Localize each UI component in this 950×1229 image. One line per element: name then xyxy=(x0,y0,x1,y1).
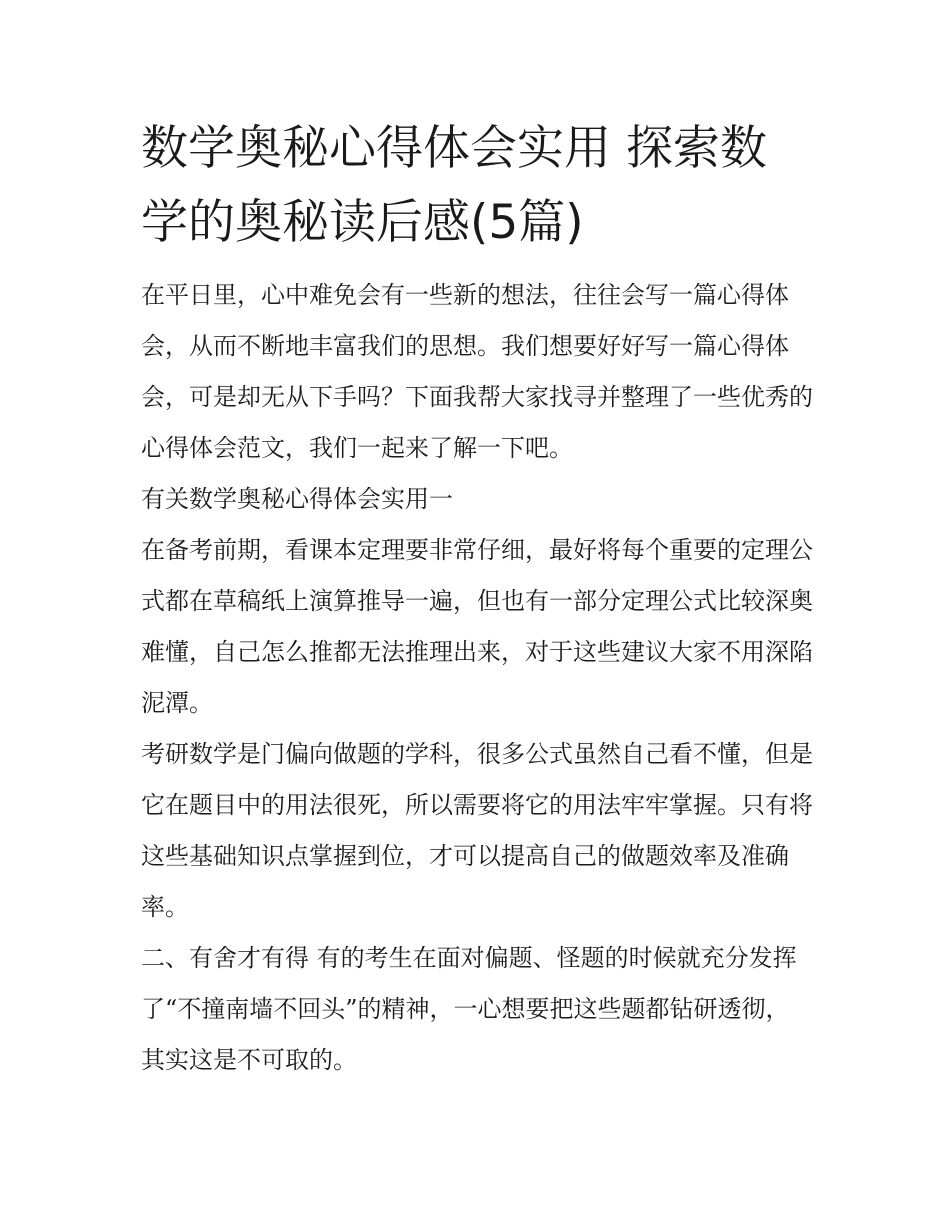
document-page xyxy=(141,112,813,1086)
body-paragraph: 在备考前期，看课本定理要非常仔细，最好将每个重要的定理公式都在草稿纸上演算推导一遍，但也有一部分定理公式比较深奥难懂，自己怎么推都无法推理出来，对于这些建议大家不用深陷泥潭。 xyxy=(141,536,813,717)
document-title: 数学奥秘心得体会实用 探索数学的奥秘读后感(5篇) xyxy=(141,121,767,250)
section-heading: 有关数学奥秘心得体会实用一 xyxy=(141,485,453,513)
body-paragraph: 二、有舍才有得 有的考生在面对偏题、怪题的时候就充分发挥了“不撞南墙不回头”的精神，一心想要把这些题都钻研透彻，其实这是不可取的。 xyxy=(141,944,797,1074)
intro-paragraph: 在平日里，心中难免会有一些新的想法，往往会写一篇心得体会，从而不断地丰富我们的思想。我们想要好好写一篇心得体会，可是却无从下手吗？下面我帮大家找寻并整理了一些优秀的心得体会范文，我们一起来了解一下吧。 xyxy=(141,281,813,462)
body-paragraph: 考研数学是门偏向做题的学科，很多公式虽然自己看不懂，但是它在题目中的用法很死，所以需要将它的用法牢牢掌握。只有将这些基础知识点掌握到位，才可以提高自己的做题效率及准确率。 xyxy=(141,740,813,921)
document-body xyxy=(141,270,813,1086)
